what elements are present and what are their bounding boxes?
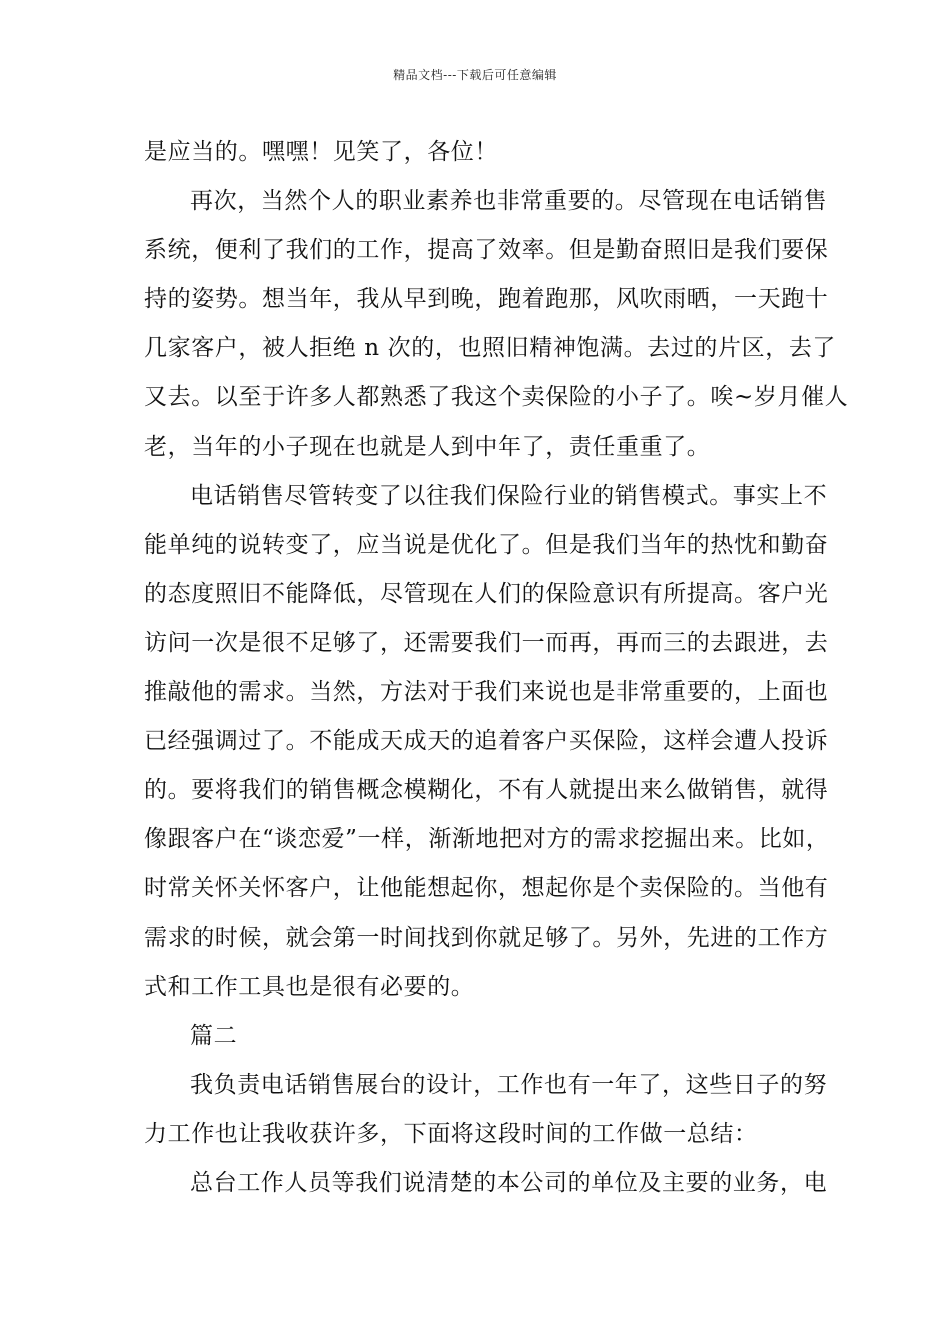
- text-line: 又去。以至于许多人都熟悉了我这个卖保险的小子了。唉~岁月催人: [144, 384, 849, 411]
- text-line: 是应当的。嘿嘿！见笑了，各位！: [144, 139, 498, 165]
- text-line: 已经强调过了。不能成天成天的追着客户买保险，这样会遭人投诉: [144, 728, 829, 755]
- paragraph-start-line: 再次，当然个人的职业素养也非常重要的。尽管现在电话销售: [190, 188, 828, 215]
- text-line: 的。要将我们的销售概念模糊化，不有人就提出来么做销售，就得: [144, 777, 829, 804]
- text-line: 时常关怀关怀客户，让他能想起你，想起你是个卖保险的。当他有: [144, 875, 829, 902]
- paragraph-start-line: 我负责电话销售展台的设计，工作也有一年了，这些日子的努: [190, 1071, 828, 1098]
- text-line: 老，当年的小子现在也就是人到中年了，责任重重了。: [144, 433, 711, 460]
- text-line: 推敲他的需求。当然，方法对于我们来说也是非常重要的，上面也: [144, 679, 829, 706]
- text-line: 力工作也让我收获许多，下面将这段时间的工作做一总结：: [144, 1120, 758, 1147]
- paragraph-start-line: 总台工作人员等我们说清楚的本公司的单位及主要的业务，电: [190, 1169, 828, 1196]
- text-line: 需求的时候，就会第一时间找到你就足够了。另外，先进的工作方: [144, 924, 829, 951]
- text-line: 的态度照旧不能降低，尽管现在人们的保险意识有所提高。客户光: [144, 580, 829, 607]
- text-line: 持的姿势。想当年，我从早到晚，跑着跑那，风吹雨晒，一天跑十: [144, 286, 829, 313]
- text-line: 几家客户，被人拒绝 n 次的，也照旧精神饱满。去过的片区，去了: [144, 335, 837, 362]
- text-line: 能单纯的说转变了，应当说是优化了。但是我们当年的热忱和勤奋: [144, 531, 829, 558]
- document-body: [144, 128, 849, 1208]
- text-line: 访问一次是很不足够了，还需要我们一而再，再而三的去跟进，去: [144, 629, 829, 656]
- paragraph-start-line: 电话销售尽管转变了以往我们保险行业的销售模式。事实上不: [190, 482, 828, 509]
- text-line: 系统，便利了我们的工作，提高了效率。但是勤奋照旧是我们要保: [144, 237, 829, 264]
- text-line: 式和工作工具也是很有必要的。: [144, 973, 475, 1000]
- page-header: 精品文档---下载后可任意编辑: [393, 68, 557, 82]
- section-heading: 篇二: [190, 1022, 238, 1049]
- text-line: 像跟客户在“谈恋爱”一样，渐渐地把对方的需求挖掘出来。比如，: [144, 826, 830, 853]
